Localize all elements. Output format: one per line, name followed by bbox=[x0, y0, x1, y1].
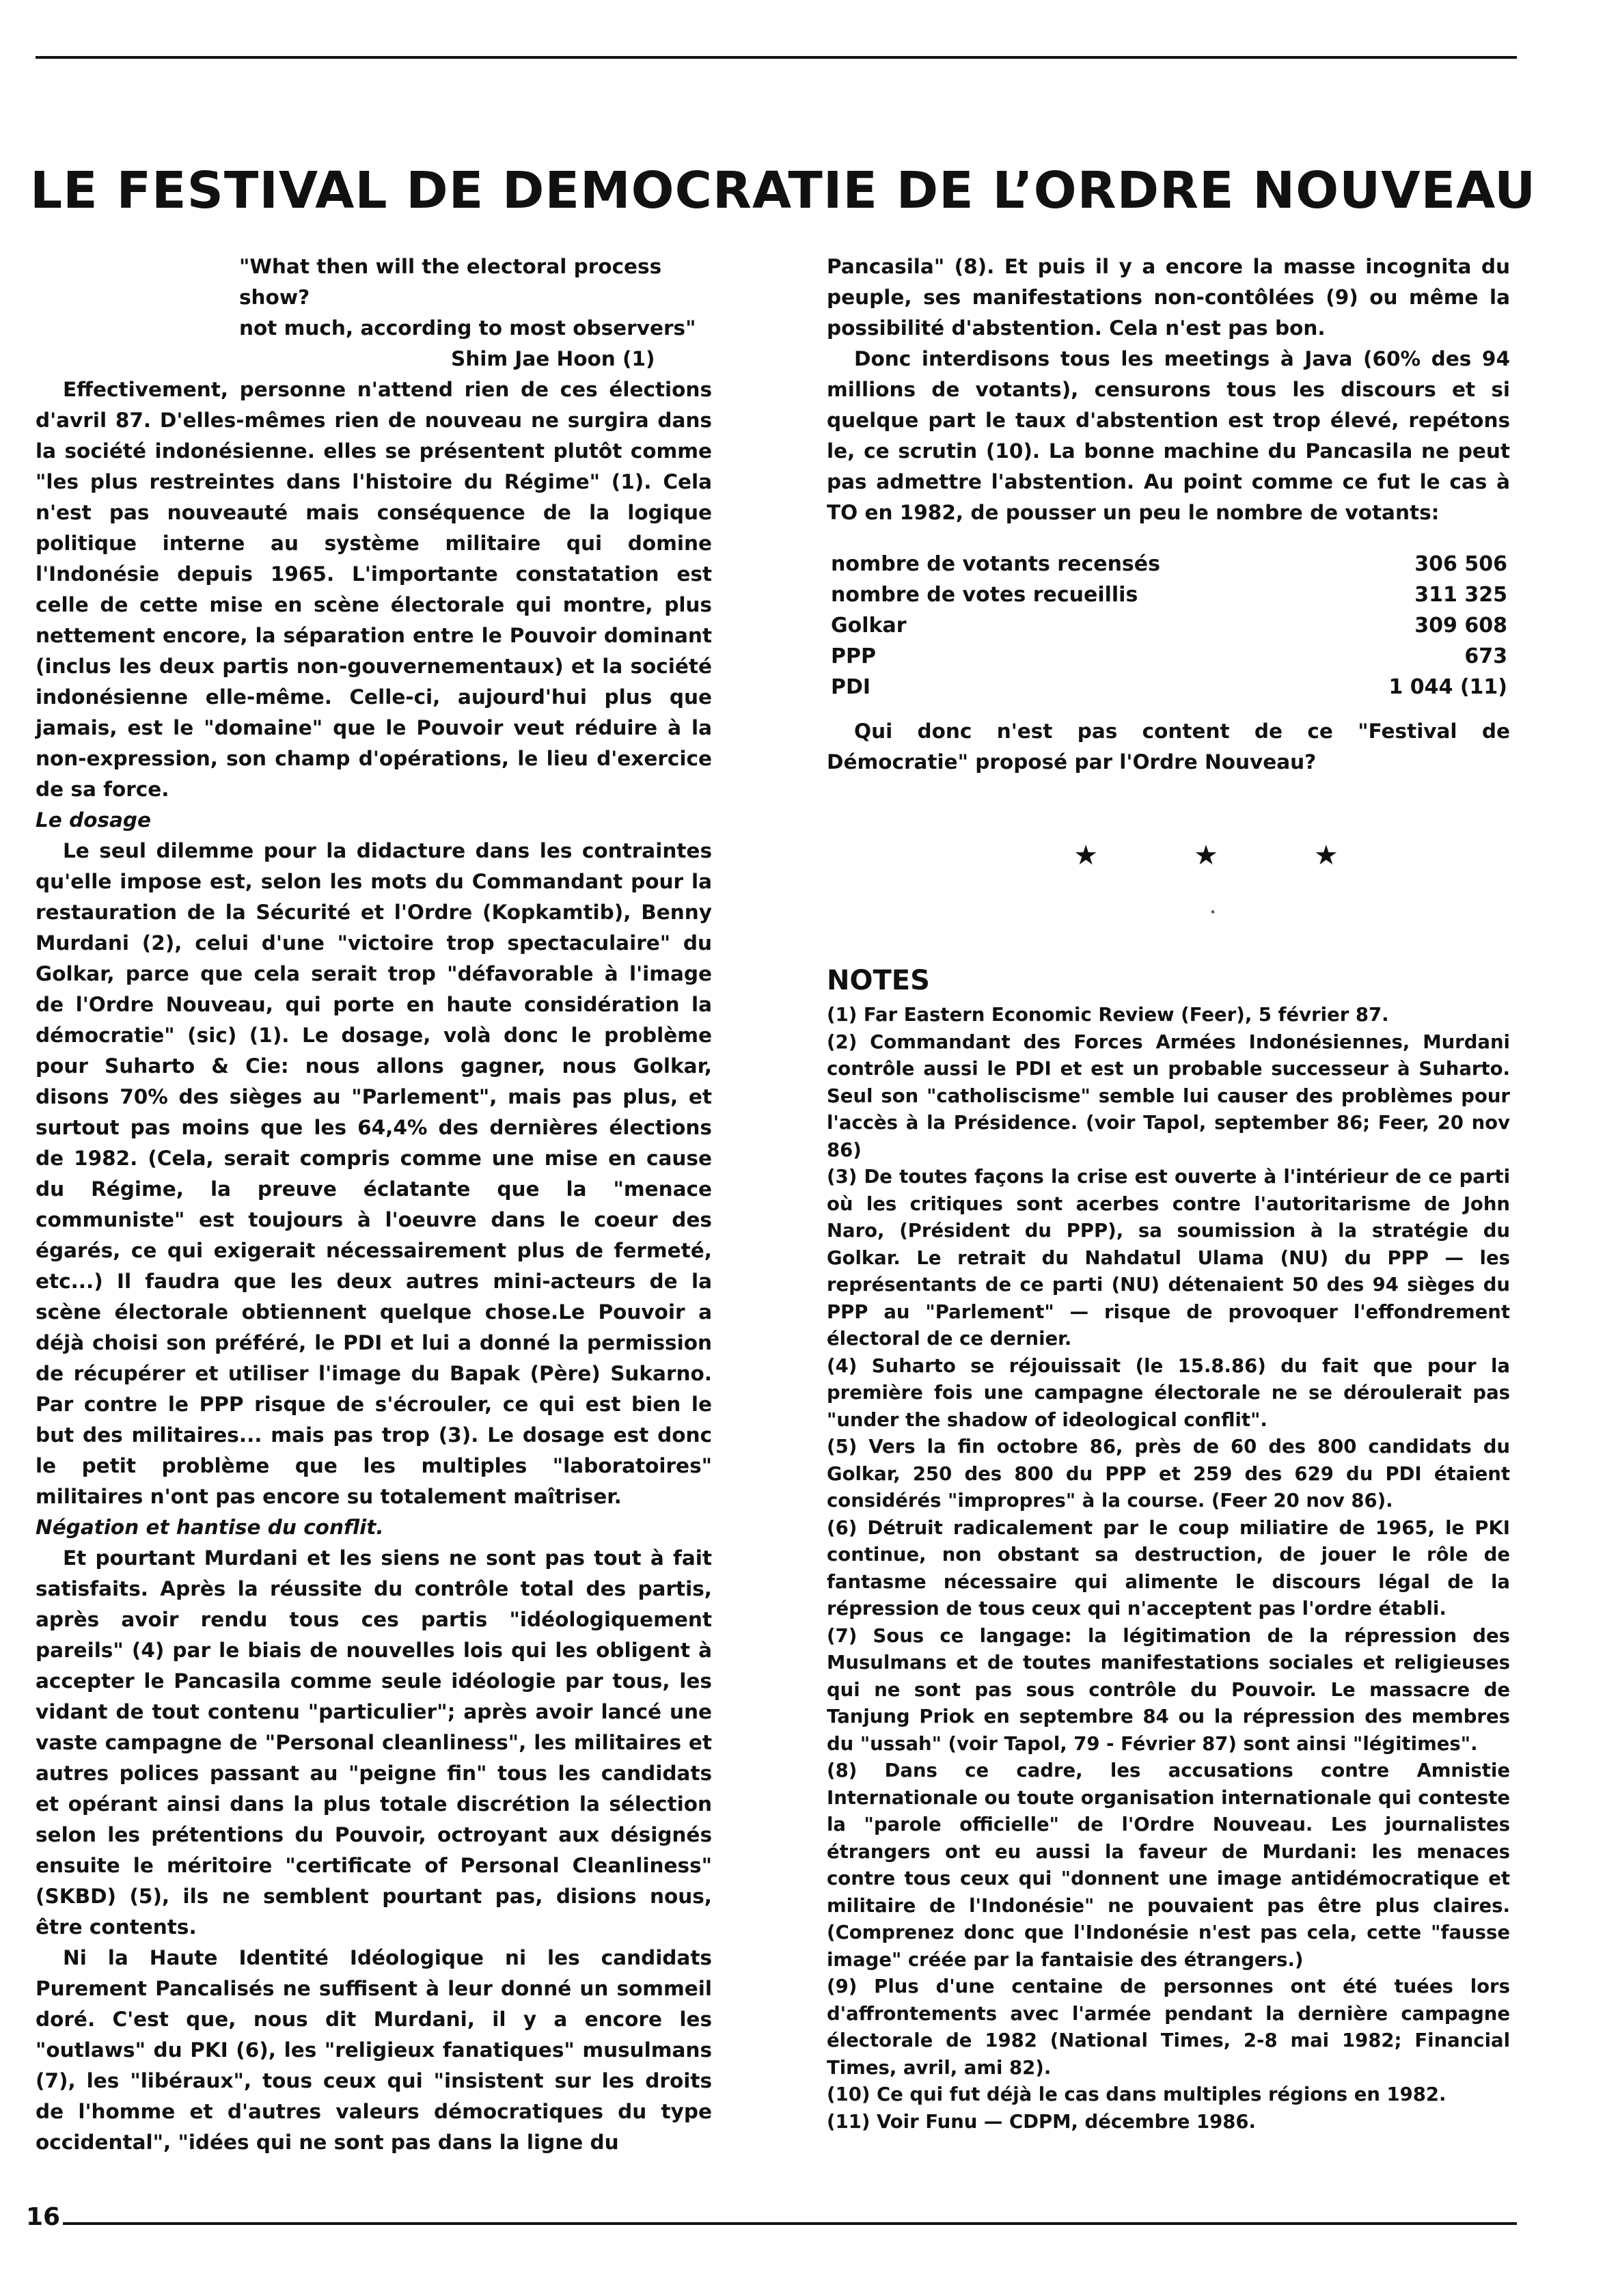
note-item: (3) De toutes façons la crise est ouverte à l'intérieur de ce parti où les critiques sont acerbes contre l'autoritarisme de John Naro, (Président du PPP), sa soumission à la stratégie du Golkar. Le retrait du Nahdatul Ulama (NU) du PPP — les représentants de ce parti (NU) détenaient 50 des 94 sièges du PPP au "Parlement" — risque de provoquer l'effondrement électoral de ce dernier. bbox=[827, 1166, 1510, 1350]
paragraph: Donc interdisons tous les meetings à Java (60% des 94 millions de votants), censurons tous les discours et si quelque part le taux d'abstention est trop élevé, repétons le, ce scrutin (10). La bonne machine du Pancasila ne peut pas admettre l'abstention. Au point comme ce fut le cas à TO en 1982, de pousser un peu le nombre de votants: bbox=[827, 347, 1510, 524]
vote-statistics-table bbox=[831, 549, 1507, 702]
left-column bbox=[36, 251, 712, 2158]
stat-value: 673 bbox=[1464, 644, 1507, 668]
note-item: (4) Suharto se réjouissait (le 15.8.86) du fait que pour la première fois une campagne électorale ne se déroulerait pas "under the shadow of ideological conflit". bbox=[827, 1354, 1510, 1431]
note-item: (5) Vers la fin octobre 86, près de 60 des 800 candidats du Golkar, 250 des 800 du PPP et 259 des 629 du PDI étaient considérés "impropres" à la course. (Feer 20 nov 86). bbox=[827, 1436, 1510, 1512]
right-column bbox=[827, 251, 1510, 2135]
notes-list bbox=[827, 1002, 1510, 2135]
note-item: (8) Dans ce cadre, les accusations contre Amnistie Internationale ou toute organisation internationale qui conteste la "parole officielle" de l'Ordre Nouveau. Les journalistes étrangers ont eu aussi la faveur de Murdani: les menaces contre tous ceux qui "donnent une image antidémocratique et militaire de l'Indonésie" ne pouvaient pas être plus claires. (Comprenez donc que l'Indonésie n'est pas cela, cette "fausse image" créée par la fantaisie des étrangers.) bbox=[827, 1760, 1510, 1971]
star-icon: ★ bbox=[1073, 840, 1099, 871]
star-icon: ★ bbox=[1194, 840, 1218, 871]
paragraph: Le seul dilemme pour la didacture dans les contraintes qu'elle impose est, selon les mots du Commandant pour la restauration de la Sécurité et l'Ordre (Kopkamtib), Benny Murdani (2), celui d'une "victoire trop spectaculaire" du Golkar, parce que cela serait trop "défavorable à l'image de l'Ordre Nouveau, qui porte en haute considération la démocratie" (sic) (1). Le dosage, volà donc le problème pour Suharto & Cie: nous allons gagner, nous Golkar, disons 70% des sièges au "Parlement", mais pas plus, et surtout pas moins que les 64,4% des dernières élections de 1982. (Cela, serait compris comme une mise en cause du Régime, la preuve éclatante que la "menace communiste" est toujours à l'oeuvre dans le coeur des égarés, ce qui exigerait nécessairement plus de fermeté, etc...) Il faudra que les deux autres mini-acteurs de la scène électorale obtiennent quelque chose.Le Pouvoir a déjà choisi son préféré, le PDI et lui a donné la permission de récupérer et utiliser l'image du Bapak (Père) Sukarno. Par contre le PPP risque de s'écrouler, ce qui est bien le but des militaires... mais pas trop (3). Le dosage est donc le petit problème que les multiples "laboratoires" militaires n'ont pas encore su totalement maîtriser. bbox=[36, 839, 712, 1508]
note-item: (9) Plus d'une centaine de personnes ont été tuées lors d'affrontements avec l'armée pendant la dernière campagne électorale de 1982 (National Times, 2-8 mai 1982; Financial Times, avril, ami 82). bbox=[827, 1976, 1510, 2079]
section-subheading: Négation et hantise du conflit. bbox=[36, 1516, 384, 1539]
paragraph: Qui donc n'est pas content de ce "Festival de Démocratie" proposé par l'Ordre Nouveau? bbox=[827, 720, 1510, 774]
star-icon: ★ bbox=[1313, 840, 1339, 871]
paragraph: Ni la Haute Identité Idéologique ni les candidats Purement Pancalisés ne suffisent à leur donné un sommeil doré. C'est que, nous dit Murdani, il y a encore les "outlaws" du PKI (6), les "religieux fanatiques" musulmans (7), les "libéraux", tous ceux qui "insistent sur les droits de l'homme et d'autres valeurs démocratiques du type occidental", "idées qui ne sont pas dans la ligne du bbox=[36, 1946, 712, 2154]
paragraph: Effectivement, personne n'attend rien de ces élections d'avril 87. D'elles-mêmes rien de nouveau ne surgira dans la société indonésienne. elles se présentent plutôt comme "les plus restreintes dans l'histoire du Régime" (1). Cela n'est pas nouveauté mais conséquence de la logique politique interne au système militaire qui domine l'Indonésie depuis 1965. L'importante constatation est celle de cette mise en scène électorale qui montre, plus nettement encore, la séparation entre le Pouvoir dominant (inclus les deux partis non-gouvernementaux) et la société indonésienne elle-même. Celle-ci, aujourd'hui plus que jamais, est le "domaine" que le Pouvoir veut réduire à la non-expression, son champ d'opérations, le lieu d'exercice de sa force. bbox=[36, 378, 712, 801]
note-item: (7) Sous ce langage: la légitimation de la répression des Musulmans et de toutes manifestations sociales et religieuses qui ne sont pas sous contrôle du Pouvoir. Le massacre de Tanjung Priok en septembre 84 ou la répression des membres du "ussah" (voir Tapol, 79 - Février 87) sont ainsi "légitimes". bbox=[827, 1624, 1510, 1755]
stat-label: PDI bbox=[831, 675, 871, 699]
section-subheading: Le dosage bbox=[36, 808, 152, 832]
table-row bbox=[831, 610, 1507, 641]
notes-heading: NOTES bbox=[827, 965, 930, 996]
bottom-rule bbox=[63, 2222, 1517, 2225]
note-item: (10) Ce qui fut déjà le cas dans multiples régions en 1982. bbox=[827, 2083, 1446, 2105]
stat-value: 309 608 bbox=[1414, 614, 1507, 638]
top-rule bbox=[36, 56, 1517, 59]
page-number: 16 bbox=[26, 2203, 61, 2231]
decorative-dots: · bbox=[1209, 904, 1223, 921]
article-title: LE FESTIVAL DE DEMOCRATIE DE L’ORDRE NOUVEAU bbox=[30, 161, 1537, 220]
note-item: (6) Détruit radicalement par le coup miliatire de 1965, le PKI continue, non obstant sa destruction, de jouer le rôle de fantasme nécessaire qui alimente le discours légal de la répression de tous ceux qui n'acceptent pas l'ordre établi. bbox=[827, 1516, 1510, 1620]
stat-value: 311 325 bbox=[1414, 583, 1507, 607]
stat-value: 306 506 bbox=[1414, 552, 1507, 576]
note-item: (1) Far Eastern Economic Review (Feer), 5 février 87. bbox=[827, 1004, 1389, 1026]
epigraph-quote bbox=[36, 251, 712, 374]
quote-line-2: not much, according to most observers" bbox=[239, 316, 696, 340]
stat-label: Golkar bbox=[831, 614, 907, 638]
stat-label: nombre de votants recensés bbox=[831, 552, 1160, 576]
stat-value: 1 044 (11) bbox=[1388, 675, 1507, 699]
quote-line-1: "What then will the electoral process show? bbox=[239, 255, 662, 309]
paragraph: Pancasila" (8). Et puis il y a encore la masse incognita du peuple, ses manifestations non-contôlées (9) ou même la possibilité d'abstention. Cela n'est pas bon. bbox=[827, 255, 1510, 340]
table-row bbox=[831, 579, 1507, 610]
paragraph: Et pourtant Murdani et les siens ne sont pas tout à fait satisfaits. Après la réussite du contrôle total des partis, après avoir rendu tous ces partis "idéologiquement pareils" (4) par le biais de nouvelles lois qui les obligent à accepter le Pancasila comme seule idéologie par tous, les vidant de tout contenu "particulier"; après avoir lancé une vaste campagne de "Personal cleanliness", les militaires et autres polices passant au "peigne fin" tous les candidats et opérant ainsi dans la plus totale discrétion la sélection selon les prétentions du Pouvoir, octroyant aux désignés ensuite le méritoire "certificate of Personal Cleanliness" (SKBD) (5), ils ne semblent pourtant pas, disions nous, être contents. bbox=[36, 1546, 712, 1939]
table-row bbox=[831, 549, 1507, 579]
note-item: (11) Voir Funu — CDPM, décembre 1986. bbox=[827, 2110, 1256, 2133]
stat-label: PPP bbox=[831, 644, 876, 668]
table-row bbox=[831, 672, 1507, 702]
stat-label: nombre de votes recueillis bbox=[831, 583, 1138, 607]
section-separator-stars bbox=[902, 840, 1510, 871]
table-row bbox=[831, 641, 1507, 672]
quote-author: Shim Jae Hoon (1) bbox=[451, 347, 655, 370]
note-item: (2) Commandant des Forces Armées Indonésiennes, Murdani contrôle aussi le PDI et est un probable successeur à Suharto. Seul son "catholiscisme" semble lui causer des problèmes pour l'accès à la Présidence. (voir Tapol, september 86; Feer, 20 nov 86) bbox=[827, 1030, 1510, 1161]
